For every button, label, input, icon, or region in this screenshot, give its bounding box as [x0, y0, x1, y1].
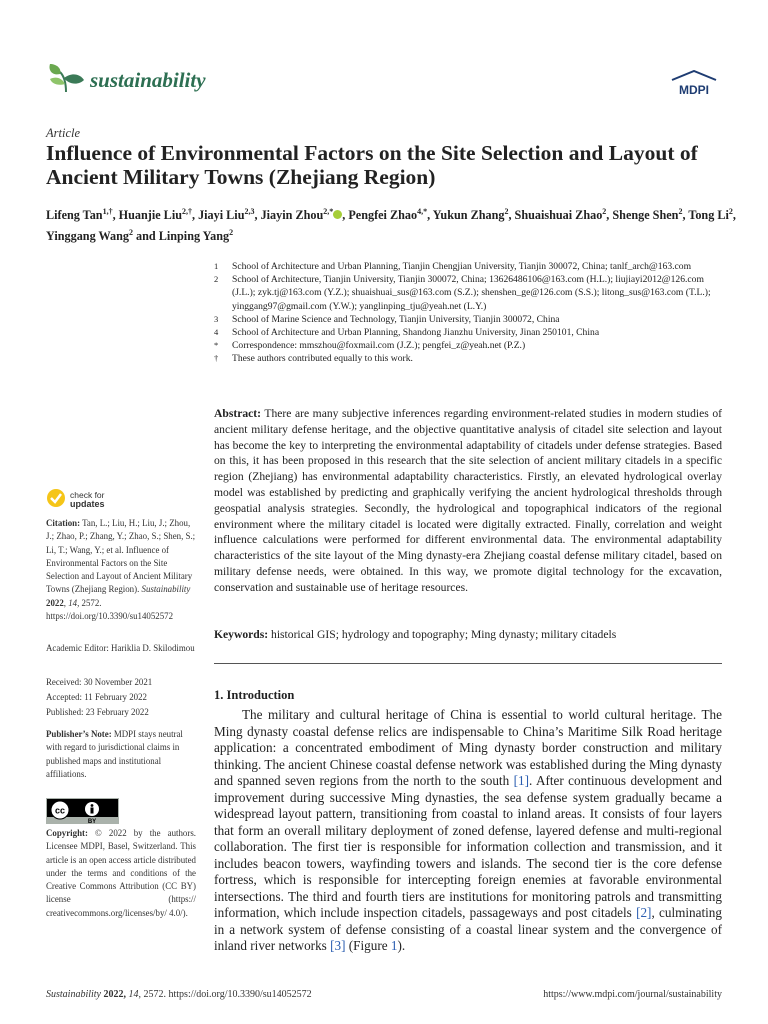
check-for-updates-icon[interactable]	[46, 488, 66, 508]
author[interactable]: Shenge Shen	[612, 208, 679, 223]
publisher-name: MDPI	[679, 83, 709, 97]
abstract-text: There are many subjective inferences regarding environment-related studies in modern studies of ancient military defense heritage, and the objective quantitative analysis of citadel site selection and layout has become the key to interpreting the environmental adaptability of citadels under defense strategies. Based on this, it has been proposed in this research that the site selection of ancient military citadels in a specific region (Zhejiang) has environmental adaptability characteristics. Firstly, an elevated hydrological overlay model was established by predicting and graphically verifying the ancient hydrological thresholds through geospatial analysis strategies. Secondly, the hydrological and topographical indicators of the regional environment where the military citadel is located were digitally extracted. Finally, correlation and weight influence calculations were performed for different environmental data. The environmental adaptability characteristics of the site layout of the Ming dynasty-era Zhejiang coastal defense military citadel, based on military defense needs, were obtained. In this way, we promote digital technology for the excavation, conservation and sustainable use of heritage resources.	[214, 407, 722, 594]
reference-link[interactable]: [3]	[330, 938, 346, 953]
author[interactable]: Lifeng Tan	[46, 208, 103, 223]
keywords-label: Keywords:	[214, 628, 269, 641]
keywords	[214, 627, 722, 643]
author[interactable]: Linping Yang	[158, 229, 230, 244]
intro-paragraph: The military and cultural heritage of China is essential to world cultural heritage. The Ming dynasty coastal defense relics are indispensable to China’s Maritime Silk Road heritage application: a concentrated embodiment of Ming dynasty border construction and military thinking. The ancient Chinese coastal defense network was established during the Ming dynasty and spanned seven regions from the north to the south [1]. After continuous development and improvement during successive Ming dynasties, the sea defense system gradually became a widespread layout pattern, transitioning from coastal to inland areas. It consists of four layers that form an overall military deployment of zoned defense, layered defense and multi-regional collaboration. The first tier is responsible for information collection and transmission, and it includes beacon towers, wayfinding towers and islands. The second tier is the core defense fortress, which is responsible for intercepting foreign enemies at favorable environmental intersections. The third and fourth tiers are institutions for monitoring patrols and transmitting information, which include inspection citadels, passageways and post citadels [2], culminating in a network system of defense consisting of a coastal linear system and the convergence of inland river networks [3] (Figure 1).	[214, 707, 722, 953]
article-type: Article	[46, 126, 81, 140]
author[interactable]: Yukun Zhang	[432, 208, 505, 223]
citation-doi[interactable]: 2572. https://doi.org/10.3390/su14052572	[46, 597, 174, 622]
svg-text:BY: BY	[87, 819, 97, 824]
mdpi-logo-icon[interactable]	[668, 70, 720, 98]
author[interactable]: Shuaishuai Zhao	[514, 208, 603, 223]
affiliation: 4 School of Architecture and Urban Planning, Shandong Jianzhu University, Jinan 250101, China	[214, 327, 600, 339]
copyright-notice: Copyright: © 2022 by the authors. Licensee MDPI, Basel, Switzerland. This article is an open access article distributed under the terms and conditions of the Creative Commons Attribution (CC BY) license (https:// creativecommons.org/licenses/by/ 4.0/).	[46, 828, 196, 918]
author[interactable]: Huanjie Liu	[118, 208, 182, 223]
correspondence: * Correspondence: mmszhou@foxmail.com (J.Z.); pengfei_z@yeah.net (P.Z.)	[214, 340, 526, 352]
affiliation: 1 School of Architecture and Urban Planning, Tianjin Chengjian University, Tianjin 300072, China; tanlf_arch@163.com	[214, 261, 692, 272]
figure-link[interactable]: 1	[390, 938, 398, 953]
section-heading: 1. Introduction	[214, 688, 295, 702]
check-for-updates-label[interactable]: check for	[70, 490, 105, 500]
affiliation: 2 School of Architecture, Tianjin University, Tianjin 300072, China; 13626486106@163.com (H.L.); liujiayi2012@126.com (J.L.); zyk.tj@163.com (Y.Z.); shuaishuai_sus@163.com (S.Z.); shenshen_ge@126.com (S.S.); litong_sus@163.com (T.L.); yinggang97@gmail.com (Y.W.); yanglinping_tju@yeah.net (L.Y.)	[214, 274, 711, 312]
check-for-updates-label-bold[interactable]: updates	[70, 499, 105, 509]
author[interactable]: Jiayin Zhou	[260, 208, 324, 223]
author[interactable]: Tong Li	[688, 208, 729, 223]
accepted-date: Accepted: 11 February 2022	[46, 692, 147, 702]
page-title: Influence of Environmental Factors on the Site Selection and Layout of Ancient Military Towns (Zhejiang Region)	[46, 141, 698, 189]
footer-journal-url[interactable]: https://www.mdpi.com/journal/sustainability	[543, 989, 722, 1000]
author[interactable]: Yinggang Wang	[46, 229, 129, 244]
abstract-label: Abstract:	[214, 407, 262, 420]
journal-logo-icon	[46, 62, 86, 94]
journal-name[interactable]: sustainability	[90, 68, 206, 92]
divider	[214, 663, 722, 664]
published-date: Published: 23 February 2022	[46, 707, 149, 717]
author-list: Lifeng Tan$^{1,\dagger}$, Huanjie Liu$^{2,\dagger}$, Jiayi Liu$^{2,3}$, Jiayin Zhou$^{2,*}$ , Pengfei Zhao$^{4,*}$, Yukun Zhang$^2$, Shuaishuai Zhao$^2$, Shenge Shen$^2$, Tong Li$^2$, Yinggang Wang$^2$ and Linping Yang$^2$	[46, 207, 736, 244]
author[interactable]: Jiayi Liu	[198, 208, 245, 223]
footer-doi-link[interactable]: 2572. https://doi.org/10.3390/su14052572	[143, 989, 312, 1000]
keywords-text: historical GIS; hydrology and topography; Ming dynasty; military citadels	[271, 628, 617, 641]
publisher-note: Publisher’s Note: MDPI stays neutral with regard to jurisdictional claims in published maps and institutional affiliations.	[46, 729, 183, 779]
svg-text:cc: cc	[54, 805, 66, 816]
reference-link[interactable]: [1]	[513, 773, 529, 788]
orcid-icon[interactable]	[333, 210, 342, 219]
received-date: Received: 30 November 2021	[46, 677, 153, 687]
academic-editor: Academic Editor: Hariklia D. Skilodimou	[46, 643, 195, 653]
reference-link[interactable]: [2]	[636, 905, 652, 920]
author[interactable]: Pengfei Zhao	[348, 208, 418, 223]
cc-by-license-icon[interactable]	[46, 798, 119, 824]
footer-citation: Sustainability 2022, 14, 2572. https://doi.org/10.3390/su14052572	[46, 989, 312, 1000]
equal-contribution-note: † These authors contributed equally to this work.	[214, 353, 413, 365]
abstract	[214, 406, 722, 596]
affiliation: 3 School of Marine Science and Technology, Tianjin University, Tianjin 300072, China	[214, 313, 560, 325]
citation-block: Citation: Tan, L.; Liu, H.; Liu, J.; Zhou, J.; Zhao, P.; Zhang, Y.; Zhao, S.; Shen, S.; Li, T.; Wang, Y.; et al. Influence of Environmental Factors on the Site Selection and Layout of Ancient Military Towns (Zhejiang Region). Sustainability 2022, 14, 2572. https://doi.org/10.3390/su14052572	[46, 518, 196, 622]
affiliations	[214, 260, 724, 366]
